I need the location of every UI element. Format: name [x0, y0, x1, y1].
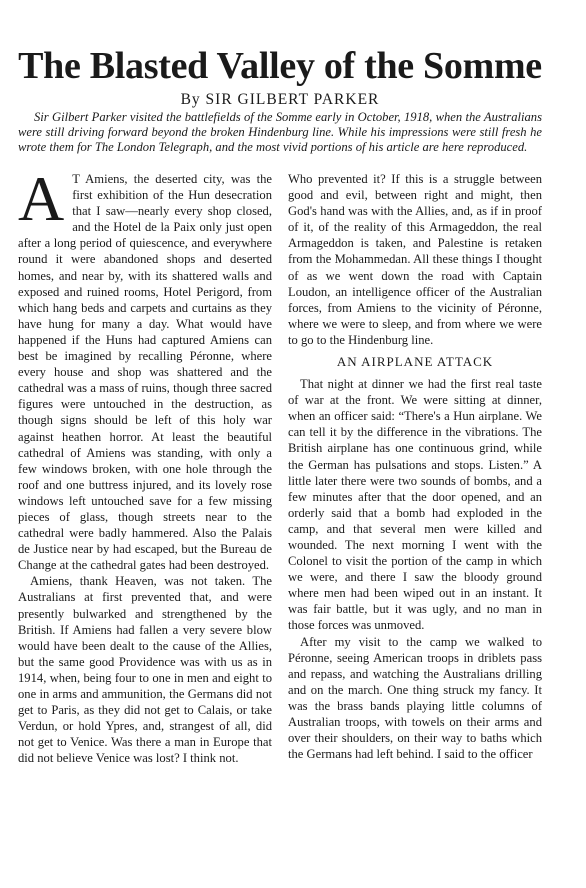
- left-paragraph-2: Amiens, thank Heaven, was not taken. The Australians at first prevented that, and were presently bulwarked and strengthened by the British. If Amiens had fallen a very severe blow would have been dealt to the cause of the Allies, but the same good Providence was with us as in 1914, when, being four to one in men and eight to one in arms and ammunition, the Germans did not get to Paris, as they did not get to Calais, or take Verdun, or hold Ypres, and, strangest of all, did not get to Venice. Was there a man in Europe that did not believe Venice was lost? I think not.: [18, 574, 272, 766]
- right-column: [288, 171, 542, 766]
- article-body: [18, 163, 542, 766]
- article-title: The Blasted Valley of the Somme: [18, 45, 542, 87]
- right-paragraph-2: That night at dinner we had the first real taste of war at the front. We were sitting at dinner, when an officer said: “There's a Hun airplane. We can tell it by the difference in the vibrations. The British airplane has one continuous grind, while the German has pulsations and stops. Listen.” A little later there were two sounds of bombs, and a few minutes after that the door opened, and an orderly said that a bomb had exploded in the camp, and that several men were killed and wounded. The next morning I went with the Colonel to visit the portion of the camp in which we were, and there I saw the bloody ground where men had been wiped out in an instant. It was fair battle, but it was ugly, and no man in those forces was unmoved.: [288, 377, 542, 633]
- right-paragraph-3: After my visit to the camp we walked to Péronne, seeing American troops in driblets pass and repass, and watching the Australians drilling and on the march. One thing struck my fancy. It was the brass bands playing little columns of Australian troops, with towels on their arms and over their shoulders, on their way to baths which the Germans had left behind. I said to the officer: [288, 634, 542, 762]
- article-byline: By SIR GILBERT PARKER: [180, 91, 380, 108]
- left-paragraph-1: [18, 163, 272, 573]
- section-subhead: AN AIRPLANE ATTACK: [336, 354, 494, 370]
- left-column: [18, 163, 272, 766]
- drop-cap: A: [18, 163, 65, 234]
- left-paragraph-1-text: T Amiens, the deserted city, was the first exhibition of the Hun desecration that I saw—nearly every shop closed, and the Hotel de la Paix only just open after a long period of quiescence, and everywhere round it were abandoned shops and deserted homes, and near by, with its shattered walls and exposed and ruined rooms, Hotel Perigord, from which hang beds and carpets and curtains as they have hung for many a day. What would have happened if the Huns had captured Amiens can best be imagined by recalling Péronne, where every house and shop was shattered and the cathedral was a mass of ruins, though three sacred figures were untouched in the destruction, as though signs should be left of this holy war against heathen horror. At least the beautiful cathedral of Amiens was standing, with only a few windows broken, with one hole through the roof and one buttress injured, and its lovely rose windows left untouched save for a few missing pieces of glass, though streets near to the cathedral were badly hammered. Also the Palais de Justice near by had escaped, but the Bureau de Change at the cathedral gates had been destroyed.: [18, 172, 272, 573]
- article-intro: Sir Gilbert Parker visited the battlefields of the Somme early in October, 1918, when the Australians were still driving forward beyond the broken Hindenburg line. While his impressions were still fresh he wrote them for The London Telegraph, and the most vivid portions of his article are here reproduced.: [18, 110, 542, 154]
- right-paragraph-1: Who prevented it? If this is a struggle between good and evil, between right and might, then God's hand was with the Allies, and, as if in proof of it, of the reality of this Armageddon, the real Armageddon is taken, and Palestine is retaken from the Mohammedan. All these things I thought of as we went down the road with Captain Loudon, an intelligence officer of the Australian forces, from Amiens to the vicinity of Péronne, where we were to sleep, and from where we were to go to the Hindenburg line.: [288, 172, 542, 347]
